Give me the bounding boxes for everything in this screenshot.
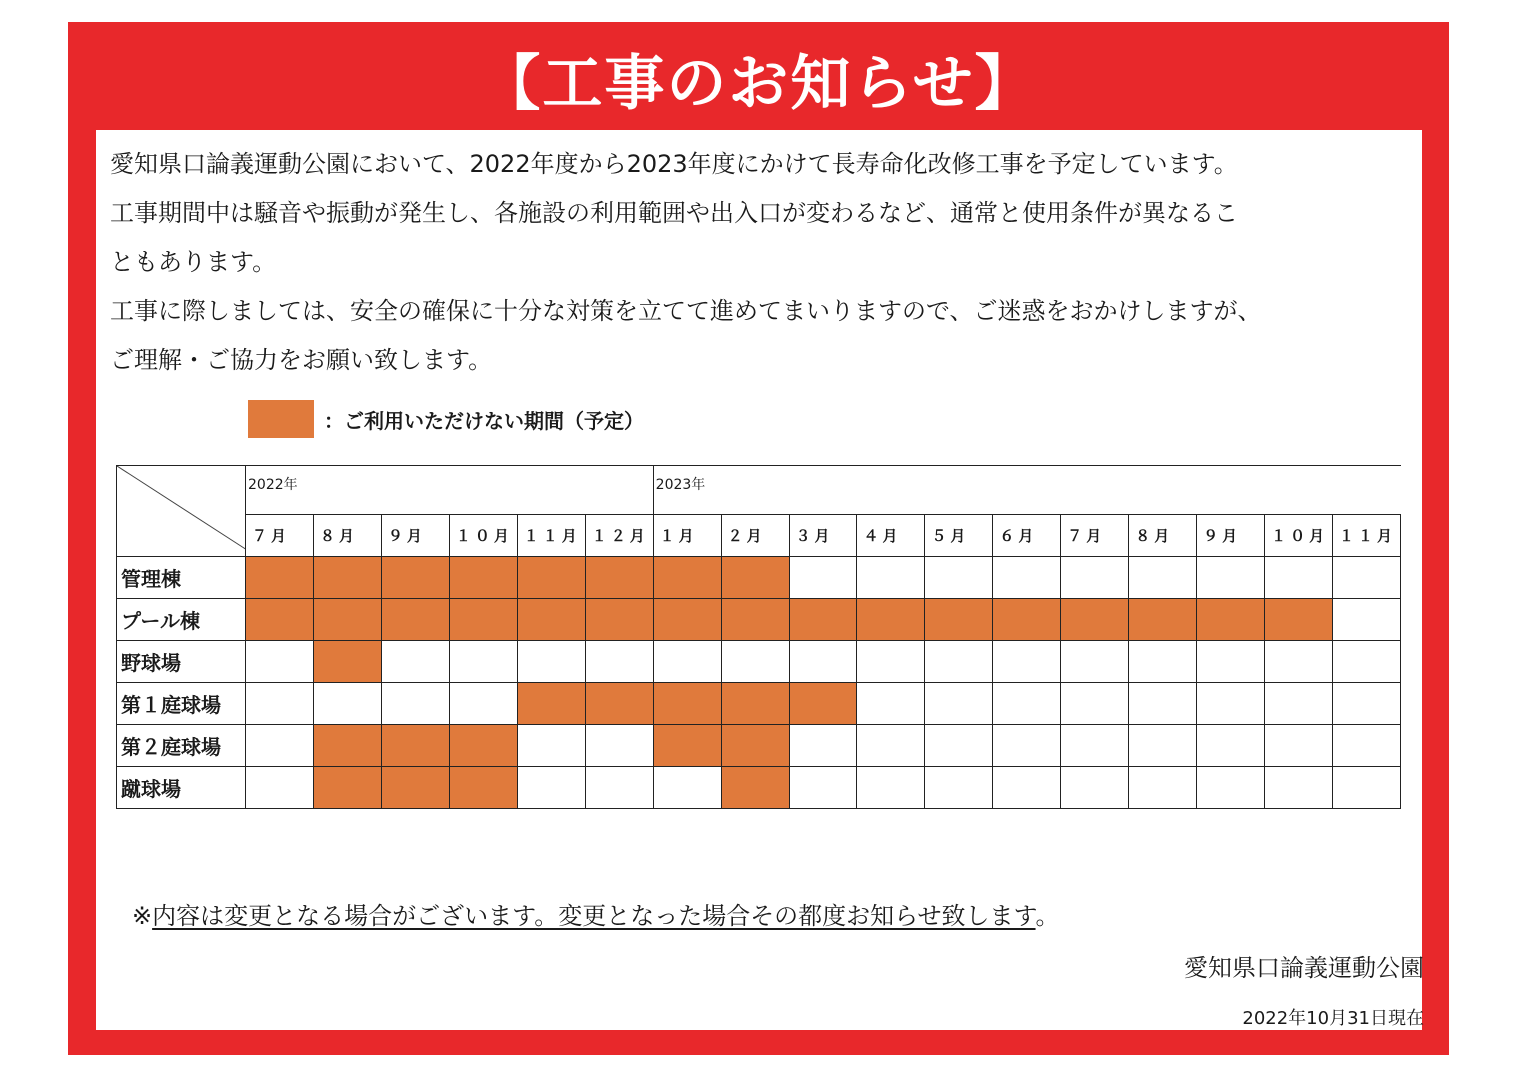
month-header: １月 <box>653 515 721 557</box>
open-period-cell <box>1061 557 1129 599</box>
closed-period-cell <box>517 683 585 725</box>
open-period-cell <box>857 725 925 767</box>
open-period-cell <box>246 725 314 767</box>
open-period-cell <box>1265 641 1333 683</box>
month-header: ９月 <box>381 515 449 557</box>
legend-label: ：ご利用いただけない期間（予定） <box>324 408 644 433</box>
facility-row <box>117 683 1401 725</box>
closed-period-cell <box>381 599 449 641</box>
open-period-cell <box>993 557 1061 599</box>
closed-period-cell <box>449 557 517 599</box>
open-period-cell <box>1265 683 1333 725</box>
open-period-cell <box>517 641 585 683</box>
legend <box>248 400 644 438</box>
open-period-cell <box>1333 557 1401 599</box>
open-period-cell <box>1197 683 1265 725</box>
closed-period-cell <box>789 599 857 641</box>
intro-line: 工事期間中は騒音や振動が発生し、各施設の利用範囲や出入口が変わるなど、通常と使用条件が異なるこ <box>110 199 1238 227</box>
as-of-date: 2022年10月31日現在 <box>1242 1008 1424 1029</box>
intro-text <box>110 140 1410 385</box>
open-period-cell <box>381 641 449 683</box>
facility-row <box>117 599 1401 641</box>
closed-period-cell <box>381 557 449 599</box>
open-period-cell <box>1333 725 1401 767</box>
closed-period-cell <box>993 599 1061 641</box>
open-period-cell <box>857 557 925 599</box>
closed-period-cell <box>1129 599 1197 641</box>
closed-period-cell <box>585 599 653 641</box>
open-period-cell <box>585 725 653 767</box>
month-header: １２月 <box>585 515 653 557</box>
closed-period-cell <box>653 725 721 767</box>
month-header: ７月 <box>1061 515 1129 557</box>
month-header: ４月 <box>857 515 925 557</box>
open-period-cell <box>993 641 1061 683</box>
open-period-cell <box>857 767 925 809</box>
closed-period-cell <box>789 683 857 725</box>
facility-name: 第２庭球場 <box>117 725 246 767</box>
month-header: １１月 <box>517 515 585 557</box>
open-period-cell <box>789 641 857 683</box>
notice-title: 【工事のお知らせ】 <box>480 49 1037 119</box>
open-period-cell <box>1061 725 1129 767</box>
open-period-cell <box>857 641 925 683</box>
month-header: ３月 <box>789 515 857 557</box>
closed-period-cell <box>857 599 925 641</box>
open-period-cell <box>1129 557 1197 599</box>
closed-period-cell <box>246 599 314 641</box>
closed-period-cell <box>721 767 789 809</box>
open-period-cell <box>1129 725 1197 767</box>
open-period-cell <box>1197 641 1265 683</box>
closed-period-cell <box>449 599 517 641</box>
year-header: 2023年 <box>653 466 1400 515</box>
open-period-cell <box>1333 641 1401 683</box>
open-period-cell <box>1197 557 1265 599</box>
open-period-cell <box>1197 725 1265 767</box>
open-period-cell <box>1061 767 1129 809</box>
month-header: １０月 <box>449 515 517 557</box>
facility-row <box>117 725 1401 767</box>
facility-name: 管理棟 <box>117 557 246 599</box>
diagonal-line <box>117 466 246 550</box>
month-header: ９月 <box>1197 515 1265 557</box>
month-header: ５月 <box>925 515 993 557</box>
open-period-cell <box>1129 767 1197 809</box>
open-period-cell <box>1333 767 1401 809</box>
open-period-cell <box>1061 641 1129 683</box>
open-period-cell <box>246 683 314 725</box>
intro-line: ご理解・ご協力をお願い致します。 <box>110 346 493 374</box>
open-period-cell <box>721 641 789 683</box>
open-period-cell <box>993 725 1061 767</box>
open-period-cell <box>246 767 314 809</box>
open-period-cell <box>585 641 653 683</box>
closed-period-cell <box>925 599 993 641</box>
open-period-cell <box>653 767 721 809</box>
open-period-cell <box>1129 683 1197 725</box>
facility-row <box>117 767 1401 809</box>
closed-period-cell <box>1265 599 1333 641</box>
open-period-cell <box>789 557 857 599</box>
open-period-cell <box>925 725 993 767</box>
facility-name: 第１庭球場 <box>117 683 246 725</box>
open-period-cell <box>246 641 314 683</box>
open-period-cell <box>381 683 449 725</box>
change-note <box>132 896 1060 931</box>
closed-period-cell <box>653 683 721 725</box>
closed-period-cell <box>449 725 517 767</box>
open-period-cell <box>449 683 517 725</box>
month-header: ８月 <box>313 515 381 557</box>
closed-period-cell <box>313 557 381 599</box>
open-period-cell <box>1333 599 1401 641</box>
legend-swatch <box>248 400 314 438</box>
notice-frame <box>68 22 1449 1055</box>
closed-period-cell <box>721 683 789 725</box>
month-header: １１月 <box>1333 515 1401 557</box>
intro-line: 工事に際しましては、安全の確保に十分な対策を立てて進めてまいりますので、ご迷惑をおかけしますが、 <box>110 297 1262 325</box>
intro-line: 愛知県口論義運動公園において、2022年度から2023年度にかけて長寿命化改修工事を予定しています。 <box>110 150 1238 178</box>
open-period-cell <box>653 641 721 683</box>
closed-period-cell <box>313 641 381 683</box>
notice-panel <box>96 130 1422 1030</box>
header-corner <box>117 466 246 557</box>
month-header: ６月 <box>993 515 1061 557</box>
note-end: 。 <box>1035 902 1060 930</box>
closed-period-cell <box>313 599 381 641</box>
open-period-cell <box>1129 641 1197 683</box>
closed-period-cell <box>721 557 789 599</box>
year-header: 2022年 <box>246 466 654 515</box>
month-header: ８月 <box>1129 515 1197 557</box>
closed-period-cell <box>585 683 653 725</box>
closed-period-cell <box>313 767 381 809</box>
open-period-cell <box>789 725 857 767</box>
closed-period-cell <box>517 557 585 599</box>
open-period-cell <box>925 767 993 809</box>
month-header: ７月 <box>246 515 314 557</box>
open-period-cell <box>1265 767 1333 809</box>
facility-name: 蹴球場 <box>117 767 246 809</box>
open-period-cell <box>313 683 381 725</box>
facility-name: 野球場 <box>117 641 246 683</box>
open-period-cell <box>449 641 517 683</box>
facility-row <box>117 641 1401 683</box>
open-period-cell <box>1061 683 1129 725</box>
month-header: ２月 <box>721 515 789 557</box>
note-mark: ※ <box>132 902 153 930</box>
note-text: 内容は変更となる場合がございます。変更となった場合その都度お知らせ致します <box>152 902 1036 930</box>
closed-period-cell <box>449 767 517 809</box>
open-period-cell <box>517 725 585 767</box>
closed-period-cell <box>381 725 449 767</box>
schedule-table <box>116 465 1401 809</box>
open-period-cell <box>993 683 1061 725</box>
closed-period-cell <box>653 557 721 599</box>
facility-row <box>117 557 1401 599</box>
open-period-cell <box>925 683 993 725</box>
open-period-cell <box>1265 557 1333 599</box>
closed-period-cell <box>653 599 721 641</box>
open-period-cell <box>1197 767 1265 809</box>
facility-name: プール棟 <box>117 599 246 641</box>
closed-period-cell <box>585 557 653 599</box>
closed-period-cell <box>721 725 789 767</box>
month-header: １０月 <box>1265 515 1333 557</box>
closed-period-cell <box>381 767 449 809</box>
open-period-cell <box>857 683 925 725</box>
open-period-cell <box>1333 683 1401 725</box>
organization-name: 愛知県口論義運動公園 <box>1184 954 1424 982</box>
open-period-cell <box>517 767 585 809</box>
open-period-cell <box>993 767 1061 809</box>
open-period-cell <box>1265 725 1333 767</box>
open-period-cell <box>585 767 653 809</box>
closed-period-cell <box>517 599 585 641</box>
closed-period-cell <box>1197 599 1265 641</box>
open-period-cell <box>925 557 993 599</box>
closed-period-cell <box>721 599 789 641</box>
open-period-cell <box>925 641 993 683</box>
month-row <box>117 515 1401 557</box>
open-period-cell <box>789 767 857 809</box>
closed-period-cell <box>313 725 381 767</box>
closed-period-cell <box>246 557 314 599</box>
intro-line: ともあります。 <box>110 248 277 276</box>
closed-period-cell <box>1061 599 1129 641</box>
year-row <box>117 466 1401 515</box>
